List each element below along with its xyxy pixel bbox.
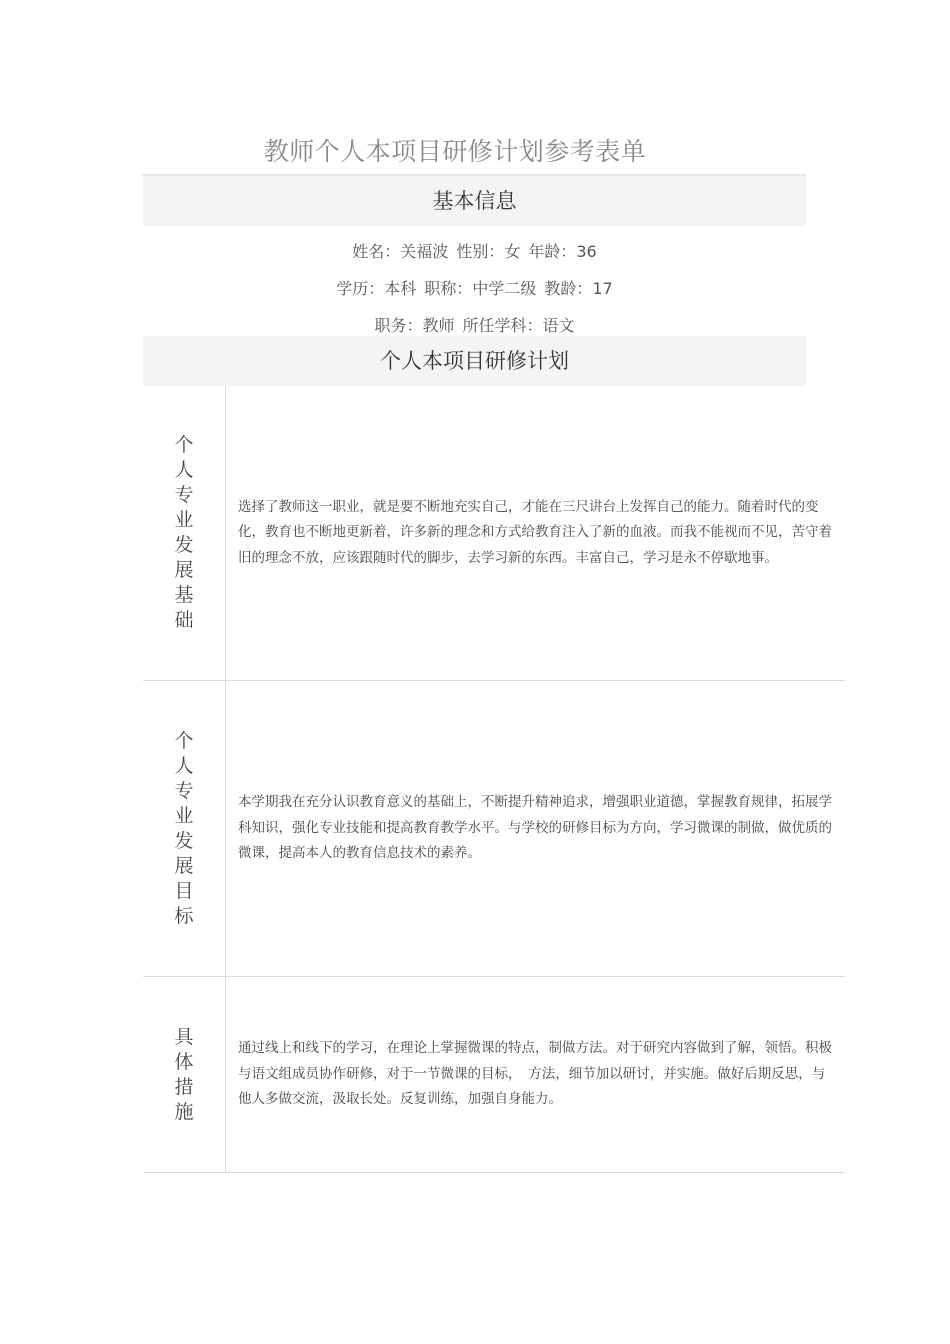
document-title: 教师个人本项目研修计划参考表单: [263, 137, 647, 166]
row-label: 个人专业发展目标: [174, 729, 194, 927]
info-line-1: [143, 239, 806, 262]
plan-heading: 个人本项目研修计划: [143, 336, 806, 386]
teaching-years-field: 教龄：17: [544, 279, 613, 298]
row-label: 个人专业发展基础: [174, 434, 194, 631]
age-field: 年龄：36: [528, 242, 597, 261]
education-field: 学历：本科: [336, 279, 417, 298]
rank-field: 职称：中学二级: [424, 279, 537, 298]
row-content: 本学期我在充分认识教育意义的基础上，不断提升精神追求，增强职业道德，掌握教育规律，拓展学科知识，强化专业技能和提高教育教学水平。与学校的研修目标为方向，学习微课的制做，做优质的微课，提高本人的教育信息技术的素养。: [238, 794, 832, 862]
subject-field: 所任学科：语文: [462, 316, 575, 335]
gender-field: 性别：女: [456, 242, 521, 261]
plan-row-goals: [143, 681, 845, 977]
basic-info-heading: 基本信息: [143, 174, 806, 226]
row-label-cell: [143, 977, 226, 1172]
row-label: 具体措施: [174, 1025, 194, 1123]
position-field: 职务：教师: [374, 316, 455, 335]
plan-row-measures: [143, 977, 845, 1173]
row-content-cell: [238, 977, 833, 1172]
info-line-2: [143, 276, 806, 299]
row-label-cell: [143, 681, 226, 976]
plan-row-foundation: [143, 386, 845, 681]
row-content: 通过线上和线下的学习，在理论上掌握微课的特点，制做方法。对于研究内容做到了解，领悟。积极与语文组成员协作研修，对于一节微课的目标， 方法，细节加以研讨，并实施。做好后期反思，与他人多做交流，汲取长处。反复训练，加强自身能力。: [238, 1040, 832, 1108]
row-content-cell: [238, 681, 833, 976]
row-label-cell: [143, 386, 226, 680]
row-content-cell: [238, 386, 833, 680]
info-line-3: [143, 313, 806, 336]
row-content: 选择了教师这一职业，就是要不断地充实自己，才能在三尺讲台上发挥自己的能力。随着时代的变化，教育也不断地更新着，许多新的理念和方式给教育注入了新的血液。而我不能视而不见，苦守着旧的理念不放，应该跟随时代的脚步，去学习新的东西。丰富自己，学习是永不停歇地事。: [238, 498, 832, 566]
name-field: 姓名：关福波: [352, 242, 449, 261]
